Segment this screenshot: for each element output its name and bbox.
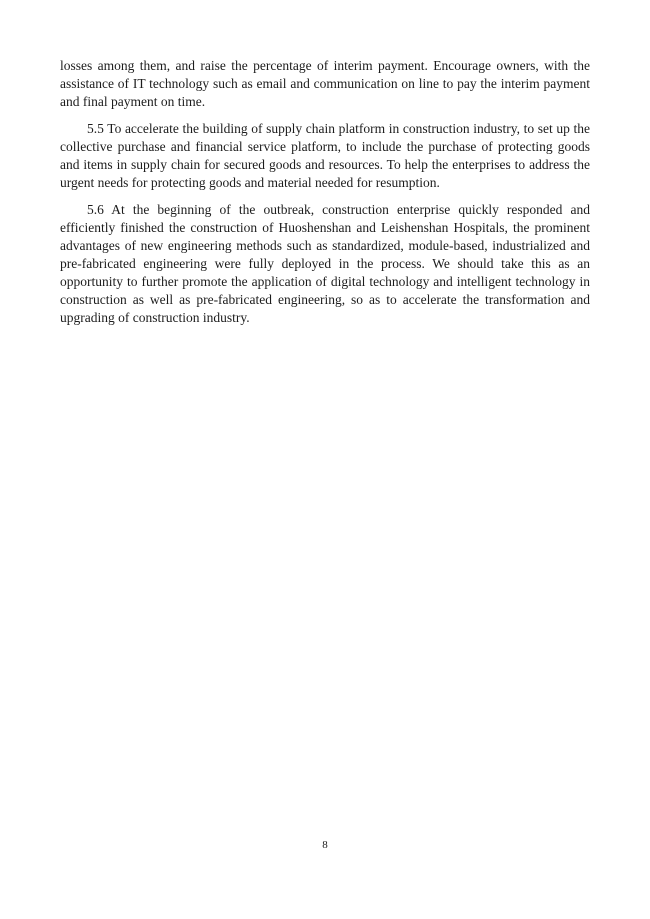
paragraph-5-6: 5.6 At the beginning of the outbreak, construction enterprise quickly responded and efficiently finished the construction of Huoshenshan and Leishenshan Hospitals, the prominent advantages of new engineering methods such as standardized, module-based, industrialized and pre-fabricated engineering were fully deployed in the process. We should take this as an opportunity to further promote the application of digital technology and intelligent technology in construction as well as pre-fabricated engineering, so as to accelerate the transformation and upgrading of construction industry. [60, 202, 590, 325]
paragraph-continuation: losses among them, and raise the percentage of interim payment. Encourage owners, with the assistance of IT technology such as email and communication on line to pay the interim payment and final payment on time. [60, 58, 590, 109]
paragraph-5-5: 5.5 To accelerate the building of supply chain platform in construction industry, to set up the collective purchase and financial service platform, to include the purchase of protecting goods and items in supply chain for secured goods and resources. To help the enterprises to address the urgent needs for protecting goods and material needed for resumption. [60, 121, 590, 190]
body-text [60, 57, 590, 336]
page-number: 8 [322, 839, 328, 851]
